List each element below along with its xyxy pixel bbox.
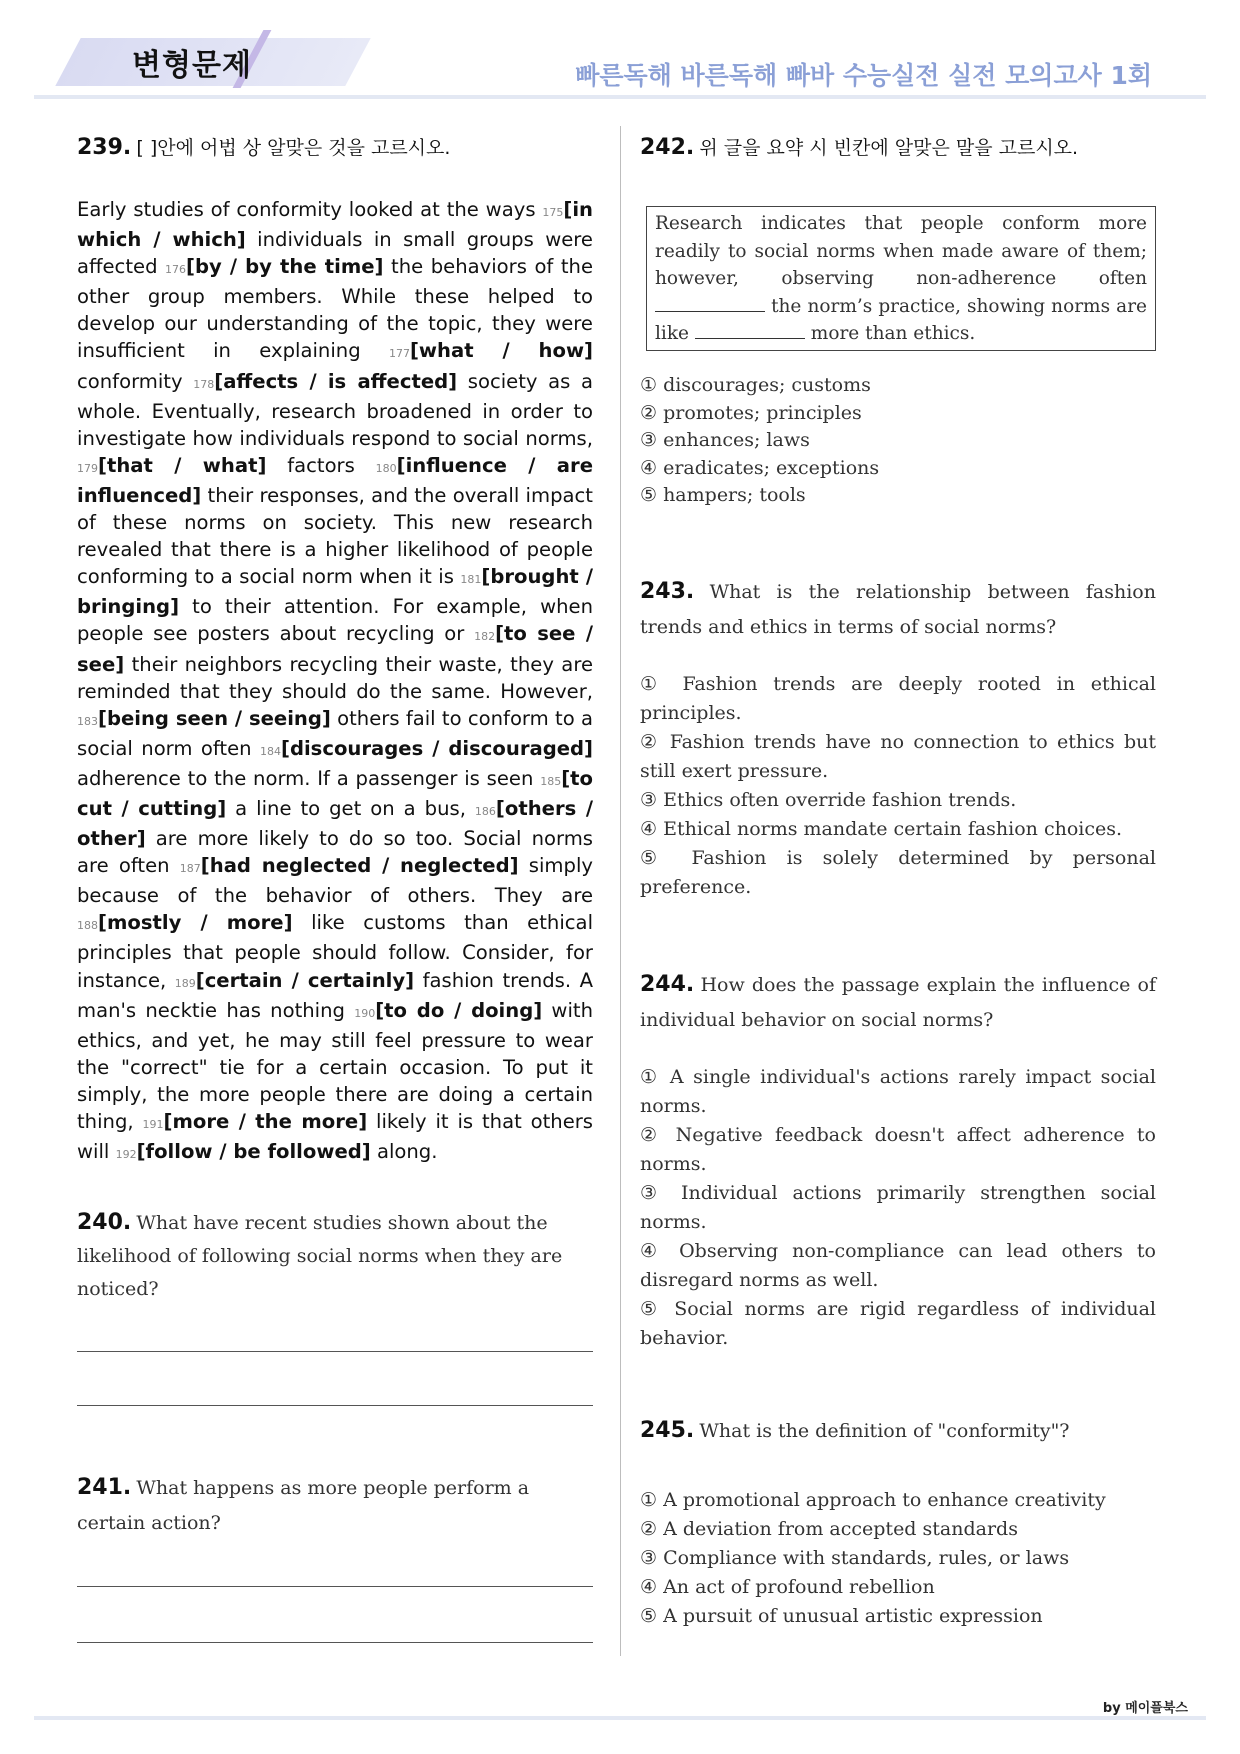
- grammar-choice[interactable]: [discourages / discouraged]: [280, 736, 593, 760]
- passage-text: individuals in small groups were affected: [77, 228, 593, 279]
- question-text: [ ]안에 어법 상 알맞은 것을 고르시오.: [136, 137, 451, 159]
- summary-text: the norm’s practice, showing norms are like: [655, 295, 1147, 344]
- bottom-divider: [34, 1716, 1206, 1720]
- passage-text: are more likely to do so too. Social norms are often: [77, 827, 593, 878]
- blank-number: 185: [540, 774, 562, 788]
- question-number: 242.: [640, 135, 695, 160]
- options-243: [640, 670, 1156, 902]
- question-number: 241.: [77, 1475, 132, 1500]
- blank-number: 183: [77, 714, 98, 728]
- question-243: [640, 574, 1156, 645]
- reading-passage: [77, 196, 593, 1168]
- question-245: [640, 1418, 1070, 1443]
- page-header: [0, 0, 1240, 100]
- passage-text: along.: [370, 1140, 438, 1164]
- blank-number: 179: [77, 461, 98, 475]
- passage-text: their responses, and the overall impact of these norms on society. This new research revealed that there is a higher likelihood of people conforming to a social norm when it is: [77, 483, 593, 589]
- question-text: What happens as more people perform a certain action?: [77, 1477, 530, 1534]
- grammar-choice[interactable]: [brought / bringing]: [77, 565, 593, 619]
- passage-text: with ethics, and yet, he may still feel pressure to wear the "correct" tie for a certain occasion. To put it simply, the more people there are doing a certain thing,: [77, 998, 593, 1133]
- option[interactable]: ④ Observing non-compliance can lead others to disregard norms as well.: [640, 1240, 1156, 1291]
- question-number: 239.: [77, 135, 132, 160]
- passage-text: a line to get on a bus,: [226, 796, 475, 820]
- blank-number: 187: [179, 862, 201, 876]
- grammar-choice[interactable]: [to cut / cutting]: [77, 766, 593, 820]
- blank-number: 176: [165, 263, 187, 277]
- grammar-choice[interactable]: [to do / doing]: [375, 998, 543, 1022]
- options-242: [640, 372, 1156, 510]
- question-239: [77, 133, 450, 160]
- option[interactable]: ④ eradicates; exceptions: [640, 456, 880, 479]
- question-242: [640, 133, 1078, 160]
- option[interactable]: ⑤ Fashion is solely determined by personal preference.: [640, 847, 1156, 898]
- document-title: 빠른독해 바른독해 빠바 수능실전 실전 모의고사 1회: [575, 61, 1152, 90]
- answer-line[interactable]: [77, 1586, 593, 1587]
- option[interactable]: ③ Compliance with standards, rules, or laws: [640, 1547, 1070, 1569]
- answer-line[interactable]: [77, 1642, 593, 1643]
- option[interactable]: ② Fashion trends have no connection to ethics but still exert pressure.: [640, 731, 1156, 782]
- option[interactable]: ⑤ A pursuit of unusual artistic expression: [640, 1605, 1043, 1627]
- section-tag: 변형문제: [132, 48, 252, 83]
- summary-text: more than ethics.: [810, 323, 976, 344]
- option[interactable]: ⑤ Social norms are rigid regardless of individual behavior.: [640, 1298, 1156, 1349]
- option[interactable]: ① A single individual's actions rarely impact social norms.: [640, 1066, 1156, 1117]
- grammar-choice[interactable]: [more / the more]: [163, 1110, 368, 1133]
- option[interactable]: ⑤ hampers; tools: [640, 484, 806, 506]
- question-text: How does the passage explain the influence of individual behavior on social norms?: [640, 974, 1156, 1031]
- blank-number: 192: [115, 1148, 137, 1162]
- blank-number: 175: [542, 206, 564, 219]
- blank-number: 191: [142, 1118, 164, 1131]
- question-240: [77, 1206, 593, 1306]
- blank-number: 177: [388, 347, 410, 361]
- answer-line[interactable]: [77, 1405, 593, 1406]
- passage-text: like customs than ethical principles that people should follow. Consider, for instance,: [77, 911, 594, 992]
- grammar-choice[interactable]: [follow / be followed]: [136, 1140, 371, 1164]
- question-number: 244.: [640, 972, 695, 997]
- question-number: 240.: [77, 1210, 132, 1235]
- blank-number: 188: [77, 919, 98, 933]
- passage-text: simply because of the behavior of others. They are: [77, 854, 593, 908]
- grammar-choice[interactable]: [affects / is affected]: [214, 369, 458, 393]
- question-text: What is the definition of "conformity"?: [699, 1420, 1070, 1442]
- option[interactable]: ② promotes; principles: [640, 401, 862, 424]
- option[interactable]: ① Fashion trends are deeply rooted in ethical principles.: [640, 673, 1156, 724]
- passage-text: the behaviors of the other group members. While these helped to develop our understanding of the topic, they were insufficient in explaining: [77, 255, 593, 363]
- passage-text: society as a whole. Eventually, research broadened in order to investigate how individuals respond to social norms,: [77, 369, 594, 450]
- question-text: 위 글을 요약 시 빈칸에 알맞은 말을 고르시오.: [699, 137, 1079, 159]
- grammar-choice[interactable]: [by / by the time]: [186, 255, 384, 279]
- blank-b[interactable]: [695, 320, 805, 339]
- footer-credit: by 메이플북스: [1102, 1701, 1188, 1716]
- question-number: 243.: [640, 579, 695, 604]
- grammar-choice[interactable]: [had neglected / neglected]: [200, 854, 519, 878]
- question-244: [640, 967, 1156, 1038]
- option[interactable]: ② A deviation from accepted standards: [640, 1518, 1018, 1540]
- passage-text: to their attention. For example, when people see posters about recycling or: [77, 595, 593, 646]
- summary-text: Research indicates that people conform more readily to social norms when made aware of them; however, observing non-adherence often: [655, 213, 1147, 289]
- passage-text: adherence to the norm. If a passenger is seen: [77, 766, 541, 790]
- blank-number: 186: [474, 804, 496, 818]
- grammar-choice[interactable]: [certain / certainly]: [195, 968, 415, 992]
- answer-line[interactable]: [77, 1351, 593, 1352]
- blank-number: 181: [460, 573, 482, 587]
- blank-number: 189: [174, 976, 196, 990]
- option[interactable]: ④ An act of profound rebellion: [640, 1576, 935, 1598]
- options-245: [640, 1486, 1156, 1631]
- options-244: [640, 1063, 1156, 1353]
- option[interactable]: ① A promotional approach to enhance creativity: [640, 1489, 1106, 1511]
- grammar-choice[interactable]: [that / what]: [98, 453, 267, 477]
- passage-text: others fail to conform to a social norm often: [77, 706, 593, 760]
- passage-text: factors: [266, 453, 376, 477]
- top-divider: [34, 95, 1206, 99]
- passage-text: their neighbors recycling their waste, they are reminded that they should do the same. However,: [77, 652, 593, 703]
- column-divider: [620, 126, 621, 1656]
- blank-number: 190: [354, 1006, 376, 1020]
- grammar-choice[interactable]: [in which / which]: [77, 198, 593, 252]
- option[interactable]: ① discourages; customs: [640, 374, 871, 396]
- blank-number: 184: [259, 744, 281, 758]
- question-text: What is the relationship between fashion trends and ethics in terms of social norms?: [640, 581, 1156, 638]
- blank-number: 178: [193, 377, 215, 391]
- passage-text: likely it is that others will: [77, 1110, 594, 1164]
- blank-number: 182: [474, 630, 496, 644]
- question-number: 245.: [640, 1418, 695, 1443]
- blank-number: 180: [375, 461, 397, 475]
- option[interactable]: ③ enhances; laws: [640, 429, 810, 451]
- summary-box: [646, 206, 1156, 351]
- grammar-choice[interactable]: [influence / are influenced]: [77, 453, 593, 507]
- blank-a[interactable]: [655, 293, 765, 312]
- option[interactable]: ③ Individual actions primarily strengthen social norms.: [640, 1182, 1156, 1233]
- grammar-choice[interactable]: [what / how]: [409, 339, 593, 363]
- grammar-choice[interactable]: [to see / see]: [77, 622, 593, 676]
- grammar-choice[interactable]: [mostly / more]: [98, 911, 293, 935]
- option[interactable]: ③ Ethics often override fashion trends.: [640, 789, 1017, 811]
- grammar-choice[interactable]: [others / other]: [77, 796, 593, 851]
- passage-text: Early studies of conformity looked at the ways: [77, 198, 543, 221]
- grammar-choice[interactable]: [being seen / seeing]: [98, 706, 331, 730]
- option[interactable]: ④ Ethical norms mandate certain fashion choices.: [640, 818, 1123, 840]
- passage-text: fashion trends. A man's necktie has nothing: [77, 968, 593, 1022]
- passage-text: conformity: [77, 369, 194, 393]
- question-241: [77, 1471, 593, 1541]
- question-text: What have recent studies shown about the likelihood of following social norms when they are noticed?: [77, 1212, 563, 1300]
- option[interactable]: ② Negative feedback doesn't affect adherence to norms.: [640, 1124, 1156, 1175]
